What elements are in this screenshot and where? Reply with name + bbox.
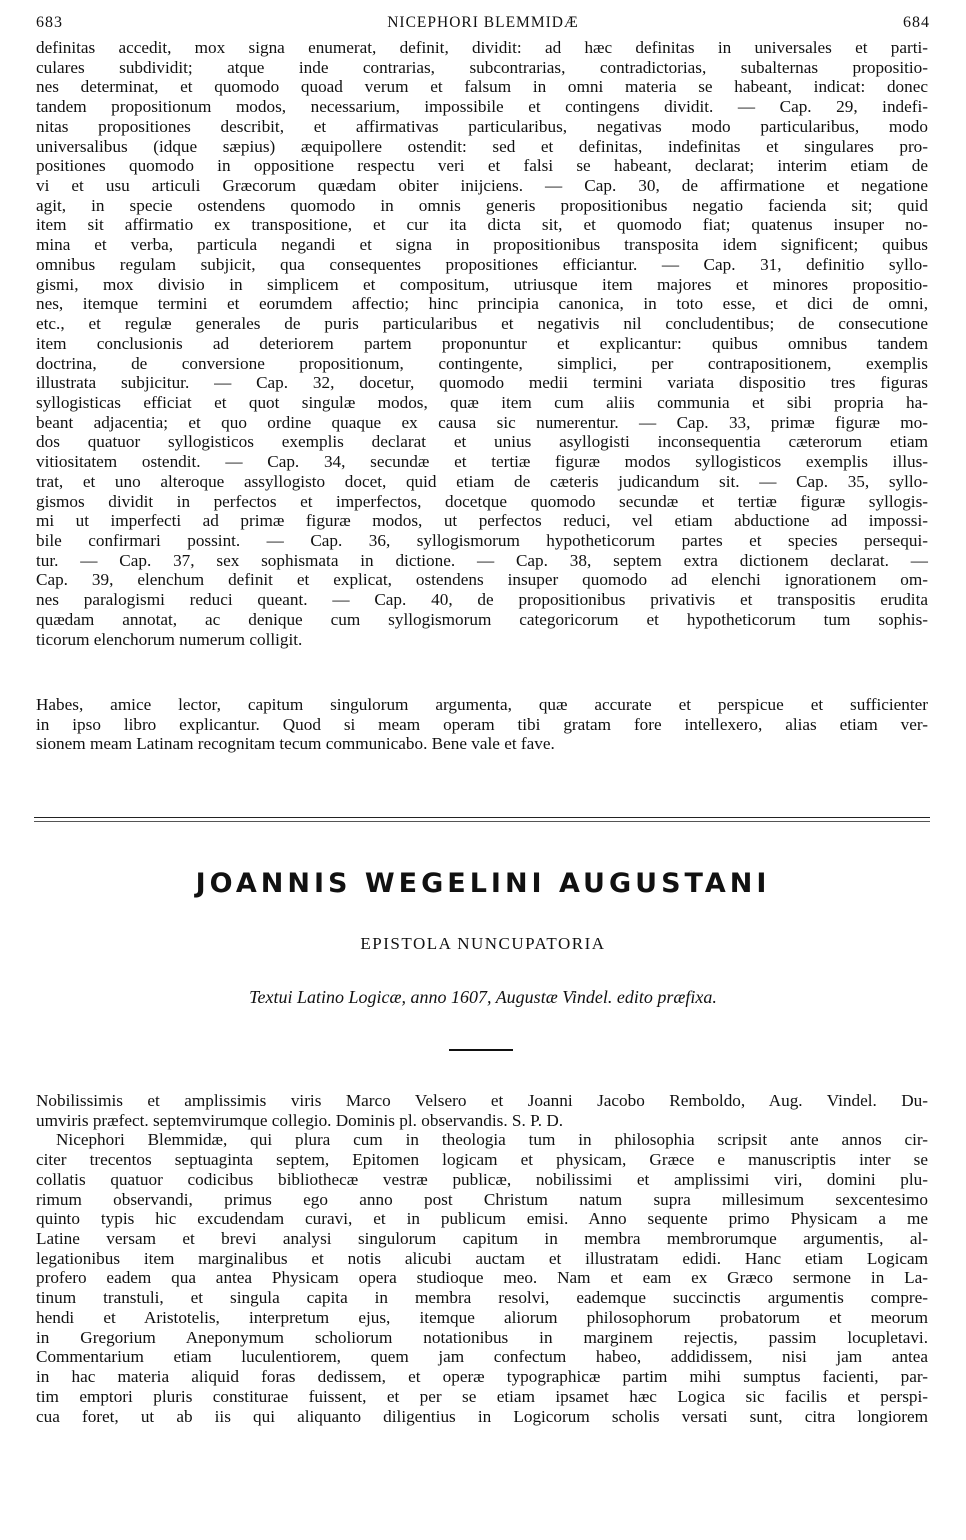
section-subheading: EPISTOLA NUNCUPATORIA <box>360 934 606 953</box>
text-line: illustrata subjicitur. — Cap. 32, docetur, quomodo medii termini variata dispositio tres figuras <box>36 373 928 393</box>
text-line: Cap. 39, elenchum definit et explicat, ostendens insuper quomodo ad elenchi ignorationem om- <box>36 570 928 590</box>
text-line: vitiositatem ostendit. — Cap. 34, secundæ et tertiæ figuræ modos syllogisticos exemplis illus- <box>36 452 928 472</box>
section-separator <box>34 815 930 825</box>
text-line: in ipso libro explicantur. Quod si meam operam tibi gratam fore intellexero, alias etiam ver- <box>36 714 928 734</box>
text-line: legationibus item marginalibus et notis alicubi auctam et illustratam edidi. Hanc etiam Logicam <box>36 1248 928 1268</box>
text-line: item sit affirmatio ex transpositione, et cur ita dicta sit, et quomodo fiat; quatenus insuper no- <box>36 215 928 235</box>
text-line: gismi, mox divisio in simplicem et compositum, utriusque item majores et minores propositio- <box>36 274 928 294</box>
text-line: culares subdividit; atque inde contrarias, subcontrarias, contradictorias, subalternas propositio- <box>36 57 928 77</box>
text-line: bile confirmari possint. — Cap. 36, syllogismorum hypotheticorum partes et species persequi- <box>36 530 928 550</box>
text-line: positiones quomodo in oppositione respectu veri et falsi se habeant, declarat; interim etiam de <box>36 156 928 176</box>
text-line: ticorum elenchorum numerum colligit. <box>36 629 303 649</box>
text-line: nes, itemque termini et eorumdem affectio; hinc principia canonica, in toto esse, et dici de omni, <box>36 294 928 314</box>
text-line: collatis quatuor codicibus bibliothecæ vestræ publicæ, nobilissimi et amplissimi viri, domini plu- <box>36 1169 928 1189</box>
chapter-summary-text <box>36 38 928 649</box>
left-page-number: 683 <box>36 14 63 31</box>
text-line: syllogisticas efficiat et quot singulæ modos, quæ item cum aliis communia et sibi propria ha- <box>36 392 928 412</box>
text-line: dos quatuor syllogisticos exemplis declarat et unius asyllogisti inconsequentia cæterorum etiam <box>36 432 928 452</box>
text-line: doctrina, de conversione propositionum, contingente, simplici, per contrapositionem, exemplis <box>36 353 928 373</box>
text-line: Latine versam et brevi analysi singulorum capitum in membra membrorumque argumentis, al- <box>36 1229 928 1249</box>
text-line: nes paralogismi reduci queant. — Cap. 40, de propositionibus privativis et transpositis erudita <box>36 590 928 610</box>
text-line: mina et verba, particula negandi et signa in propositionibus transposita idem significent; quibus <box>36 235 928 255</box>
text-line: tur. — Cap. 37, sex sophismata in dictione. — Cap. 38, septem extra dictionem declarat. — <box>36 550 928 570</box>
separator-rule <box>34 817 930 818</box>
text-line: item conclusionis ad deteriorem partem proponuntur et explicantur: quibus omnibus tandem <box>36 333 928 353</box>
text-line: definitas accedit, mox signa enumerat, definit, dividit: ad hæc definitas in universales et parti- <box>36 38 928 57</box>
text-line: Commentarium etiam luculentiorem, quem jam confectum habeo, addidissem, nisi jam antea <box>36 1347 928 1367</box>
text-line: cua foret, ut ab iis qui aliquanto diligentius in Logicorum scholis versati sunt, citra longiorem <box>36 1406 928 1426</box>
section-italic-caption: Textui Latino Logicæ, anno 1607, Augustæ Vindel. edito præfixa. <box>249 987 717 1007</box>
text-line: tandem propositionum modos, necessarium, impossibile et contingens dividit. — Cap. 29, indefi- <box>36 97 928 117</box>
running-title: NICEPHORI BLEMMIDÆ <box>387 14 579 31</box>
text-line: trat, et uno alteroque assyllogisto docet, quid etiam de cæteris judicandum sit. — Cap. 35, syllo- <box>36 471 928 491</box>
section-heading: JOANNIS WEGELINI AUGUSTANI <box>195 868 771 899</box>
text-line: hendi et Aristotelis, interpretum ejus, itemque aliorum philosophorum probatorum et meorum <box>36 1307 928 1327</box>
short-divider <box>449 1049 513 1051</box>
text-line: in Gregorium Aneponymum scholiorum notationibus in marginem rejectis, passim locupletavi. <box>36 1327 928 1347</box>
text-line: tinum transtuli, et singula capita in membra resolvi, eademque succinctis argumentis compre- <box>36 1288 928 1308</box>
text-line: citer trecentos septuaginta septem, Epitomen logicam et physicam, Græce e manuscriptis inter se <box>36 1150 928 1170</box>
text-line: gismos dividit in perfectos et imperfectos, docetque quomodo secundæ et tertiæ figuræ syllogis- <box>36 491 928 511</box>
text-line: profero eadem qua antea Physicam opera studioque meo. Nam et eam ex Græco sermone in La- <box>36 1268 928 1288</box>
text-line: tim emptori pluris constiturae fuissent, et per se etiam ipsamet hæc Logica sic facilis et perspi- <box>36 1386 928 1406</box>
dedication-text <box>36 1091 928 1426</box>
text-line: agit, in specie ostendens quomodo in omnis generis propositionibus negatio facienda sit; quid <box>36 195 928 215</box>
text-line: sionem meam Latinam recognitam tecum communicabo. Bene vale et fave. <box>36 734 555 754</box>
text-line: beant adjacentia; et quo ordine quaque ex causa sic numerentur. — Cap. 33, primæ figuræ mo- <box>36 412 928 432</box>
text-line: nitas propositiones describit, et affirmativas particularibus, negativas modo particularibus, modo <box>36 116 928 136</box>
text-line: quædam annotat, ac denique cum syllogismorum categoricorum et hypotheticorum tum sophis- <box>36 609 928 629</box>
text-line: mi ut imperfecti ad primæ figuræ modos, ut perfectos reduci, vel etiam abductione ad impossi- <box>36 511 928 531</box>
closing-paragraph <box>36 695 928 754</box>
text-line: nes determinat, et quomodo quoad verum et falsum in omni materia se habeant, indicat: donec <box>36 77 928 97</box>
text-line: in hac materia aliquid foras dedissem, et operæ typographicæ partim mihi sumptus facienti, par- <box>36 1367 928 1387</box>
text-line: rimum observandi, primus ego anno post Christum natum supra millesimum sexcentesimo <box>36 1189 928 1209</box>
text-line: quinto typis hic excudendam curavi, et in publicum emisi. Anno sequente primo Physicam a me <box>36 1209 928 1229</box>
text-line: Habes, amice lector, capitum singulorum argumenta, quæ accurate et perspicue et sufficienter <box>36 695 928 714</box>
text-line: universalibus (idque sæpius) æquipollere ostendit: sed et definitas, indefinitas et singulares pro- <box>36 136 928 156</box>
right-page-number: 684 <box>903 14 930 31</box>
separator-rule <box>34 821 930 822</box>
text-line: umviris præfect. septemvirumque collegio. Dominis pl. observandis. S. P. D. <box>36 1110 564 1130</box>
text-line: Nobilissimis et amplissimis viris Marco Velsero et Joanni Jacobo Remboldo, Aug. Vindel. Du- <box>36 1091 928 1110</box>
running-header <box>36 8 930 38</box>
text-line: omnibus regulam subjicit, qua consequentes propositiones efficiantur. — Cap. 31, definitio syllo- <box>36 254 928 274</box>
text-line: Nicephori Blemmidæ, qui plura cum in theologia tum in philosophia scripsit ante annos cir- <box>56 1130 928 1150</box>
text-line: vi et usu articuli Græcorum quædam obiter inijciens. — Cap. 30, de affirmatione et negatione <box>36 176 928 196</box>
text-line: etc., et regulæ generales de puris particularibus et negativis nil concludentibus; de consecutione <box>36 314 928 334</box>
